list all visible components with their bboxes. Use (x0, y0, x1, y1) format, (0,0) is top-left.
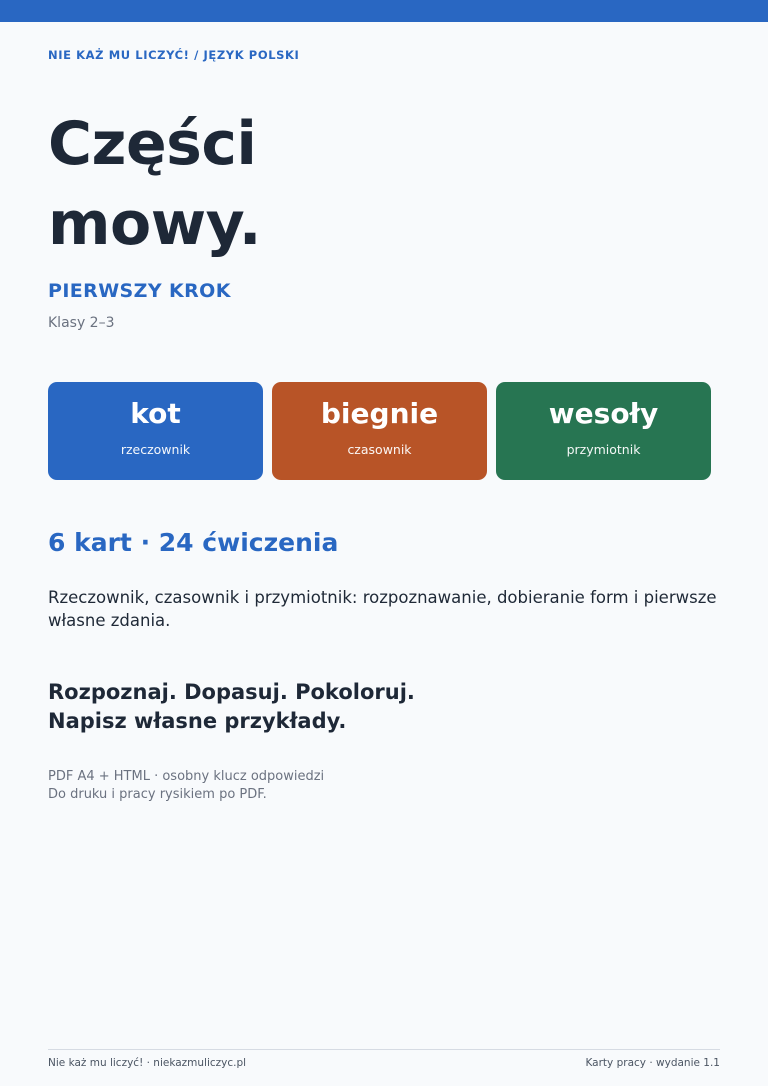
card-verb (272, 382, 487, 480)
card-adjective (496, 382, 711, 480)
card-word: kot (130, 397, 181, 430)
level-subtitle: PIERWSZY KROK (48, 280, 231, 302)
page-title (48, 104, 261, 264)
card-word: wesoły (548, 397, 659, 430)
description: Rzeczownik, czasownik i przymiotnik: rozpoznawanie, dobieranie form i pierwsze własne zdania. (48, 588, 717, 630)
part-of-speech-cards (48, 382, 720, 480)
format-info (48, 768, 324, 804)
format-line-2: Do druku i pracy rysikiem po PDF. (48, 787, 267, 802)
card-type-label: rzeczownik (120, 442, 191, 457)
title-line-2: mowy. (48, 189, 262, 259)
card-type-label: przymiotnik (566, 442, 641, 457)
card-word: biegnie (320, 397, 439, 430)
footer-site: Nie każ mu liczyć! · niekazmuliczyc.pl (48, 1057, 247, 1069)
series-kicker: NIE KAŻ MU LICZYĆ! / JĘZYK POLSKI (48, 48, 300, 62)
card-noun (48, 382, 263, 480)
slogan-line-1: Rozpoznaj. Dopasuj. Pokoloruj. (48, 680, 415, 704)
title-line-1: Części (48, 109, 257, 179)
slogan (48, 678, 415, 736)
format-line-1: PDF A4 + HTML · osobny klucz odpowiedzi (48, 769, 325, 784)
cards-exercises-count: 6 kart · 24 ćwiczenia (48, 528, 339, 557)
footer-divider (48, 1049, 720, 1050)
card-type-label: czasownik (347, 442, 412, 457)
slogan-line-2: Napisz własne przykłady. (48, 709, 347, 733)
grade-label: Klasy 2–3 (48, 315, 115, 331)
footer-edition: Karty pracy · wydanie 1.1 (585, 1057, 720, 1069)
top-accent-bar (0, 0, 768, 22)
